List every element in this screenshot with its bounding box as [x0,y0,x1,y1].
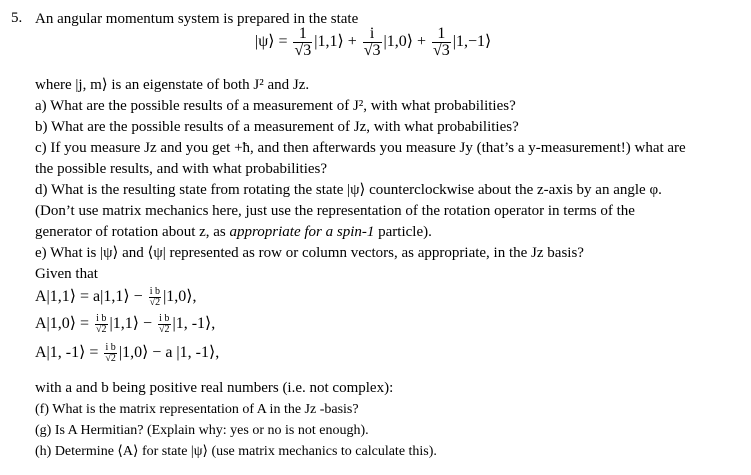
ket-2: |1,0⟩ + [383,33,426,51]
part-d-line3-italic: appropriate for a spin-1 [229,224,375,240]
a-eq-2-rhs: |1, -1⟩, [172,315,216,333]
part-c-line1: c) If you measure Jz and you get +ħ, and then afterwards you measure Jy (that’s a y-measurement!) what are [35,140,686,156]
a-eq-3-lhs: A|1, -1⟩ = [35,344,99,362]
part-d-line1: d) What is the resulting state from rotating the state |ψ⟩ counterclockwise about the z-axis by an angle φ. [35,182,662,198]
with-line: with a and b being positive real numbers (i.e. not complex): [35,380,394,396]
a-eq-1-frac-num: i b [149,286,160,297]
a-eq-3-frac [104,343,117,364]
frac-1-num: 1 [293,26,312,43]
problem-number: 5. [11,10,23,26]
part-a: a) What are the possible results of a measurement of J², with what probabilities? [35,98,516,114]
a-eq-3-frac-den: √2 [105,353,116,364]
a-eq-2-frac-2 [158,314,171,335]
a-eq-1-frac-den: √2 [149,297,161,308]
frac-2-num: i [363,26,382,43]
part-d-line3-c: particle). [374,224,432,240]
part-h: (h) Determine ⟨A⟩ for state |ψ⟩ (use matrix mechanics to calculate this). [35,444,437,459]
frac-3 [432,26,451,59]
a-eq-2-frac-2-num: i b [159,313,170,324]
part-g: (g) Is A Hermitian? (Explain why: yes or no is not enough). [35,423,369,438]
a-eq-3-frac-num: i b [105,342,116,353]
frac-1 [293,26,312,59]
frac-1-den: √3 [294,42,312,59]
a-eq-2-frac-1-den: √2 [96,324,107,335]
where-line: where |j, m⟩ is an eigenstate of both J² and Jz. [35,77,310,93]
a-eq-1-frac [149,287,162,308]
ket-1: |1,1⟩ + [314,33,357,51]
a-eq-1-rhs: |1,0⟩, [163,288,197,306]
frac-2-den: √3 [363,42,381,59]
a-eq-1 [35,287,197,308]
a-eq-2-lhs: A|1,0⟩ = [35,315,90,333]
a-eq-2 [35,314,215,335]
frac-2 [363,26,382,59]
a-eq-1-lhs: A|1,1⟩ = a|1,1⟩ − [35,288,143,306]
state-equation [255,26,491,59]
part-f: (f) What is the matrix representation of A in the Jz -basis? [35,402,359,417]
part-c-line2: the possible results, and with what probabilities? [35,161,328,177]
part-b: b) What are the possible results of a measurement of Jz, with what probabilities? [35,119,519,135]
ket-3: |1,−1⟩ [452,33,492,51]
a-eq-3-mid: |1,0⟩ − a |1, -1⟩, [118,344,220,362]
part-d-line3-a: generator of rotation about z, as [35,224,230,240]
frac-3-den: √3 [432,42,450,59]
a-eq-2-mid: |1,1⟩ − [109,315,152,333]
part-d-line3 [35,223,432,241]
given-line: Given that [35,266,98,282]
part-d-line2: (Don’t use matrix mechanics here, just use the representation of the rotation operator in terms of the [35,203,635,219]
a-eq-2-frac-2-den: √2 [159,324,170,335]
frac-3-num: 1 [432,26,451,43]
a-eq-3 [35,343,219,364]
part-e: e) What is |ψ⟩ and ⟨ψ| represented as row or column vectors, as appropriate, in the Jz basis? [35,245,584,261]
a-eq-2-frac-1 [95,314,108,335]
state-lhs: |ψ⟩ = [255,33,288,51]
a-eq-2-frac-1-num: i b [96,313,107,324]
intro-line: An angular momentum system is prepared in the state [35,11,359,27]
